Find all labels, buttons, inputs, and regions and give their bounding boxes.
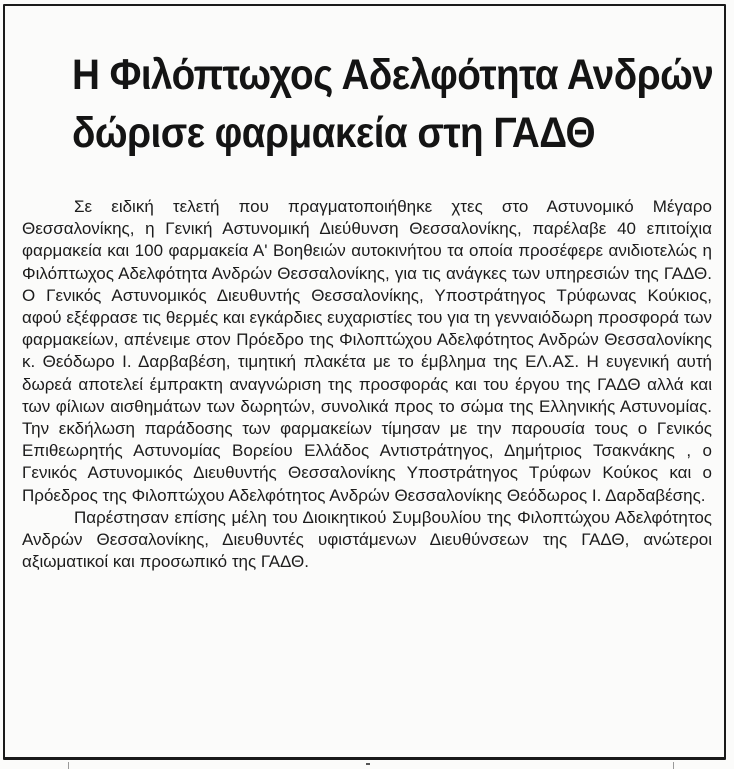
article-paragraph-1: Σε ειδική τελετή που πραγματοποιήθηκε χτες στο Αστυνομικό Μέγαρο Θεσσαλονίκης, η Γενική Αστυνομική Διεύθυνση Θεσσαλονίκης, παρέλαβε 40 επιτοίχια φαρμακεία και 100 φαρμακεία Α' Βοηθειών αυτοκινήτου τα οποία προσέφερε ανιδιοτελώς η Φιλόπτωχος Αδελφότητα Ανδρών Θεσσαλονίκης, για τις ανάγκες των υπηρεσιών της ΓΑΔΘ. Ο Γενικός Αστυνομικός Διευθυντής Θεσσαλονίκης, Υποστράτηγος Τρύφωνας Κούκιος, αφού εξέφρασε τις θερμές και εγκάρδιες ευχαριστίες του για τη γενναιόδωρη προσφορά των φαρμακείων, απένειμε στον Πρόεδρο της Φιλοπτώχου Αδελφότητος Ανδρών Θεσσαλονίκης κ. Θεόδωρο Ι. Δαρβαβέση, τιμητική πλακέτα με το έμβλημα της ΕΛ.ΑΣ. Η ευγενική αυτή δωρεά αποτελεί έμπρακτη αναγνώριση της προσφοράς και του έργου της ΓΑΔΘ αλλά και των φίλιων αισθημάτων των δωρητών, συνολικά προς το σώμα της Ελληνικής Αστυνομίας. Την εκδήλωση παράδοσης των φαρμακείων τίμησαν με την παρουσία τους ο Γενικός Επιθεωρητής Αστυνομίας Βορείου Ελλάδος Αντιστράτηγος, Δημήτριος Τσακνάκης , ο Γενικός Αστυνομικός Διευθυντής Θεσσαλονίκης Υποστράτηγος Τρύφων Κούκος και ο Πρόεδρος της Φιλοπτώχου Αδελφότητος Ανδρών Θεσσαλονίκης Θεόδωρος Ι. Δαρδαβέσης. bbox=[22, 197, 712, 505]
article-body bbox=[22, 196, 712, 573]
article-paragraph-2: Παρέστησαν επίσης μέλη του Διοικητικού Συμβουλίου της Φιλοπτώχου Αδελφότητος Ανδρών Θεσσαλονίκης, Διευθυντές υφιστάμενων Διευθύνσεων της ΓΑΔΘ, ανώτεροι αξιωματικοί και προσωπικό της ΓΑΔΘ. bbox=[22, 507, 712, 572]
scan-mark bbox=[366, 763, 370, 765]
next-clipping-edge bbox=[68, 762, 674, 769]
article-headline bbox=[72, 46, 714, 162]
headline-line-2: δώρισε φαρμακεία στη ΓΑΔΘ bbox=[72, 109, 596, 157]
headline-line-1: Η Φιλόπτωχος Αδελφότητα Ανδρών bbox=[72, 51, 714, 99]
